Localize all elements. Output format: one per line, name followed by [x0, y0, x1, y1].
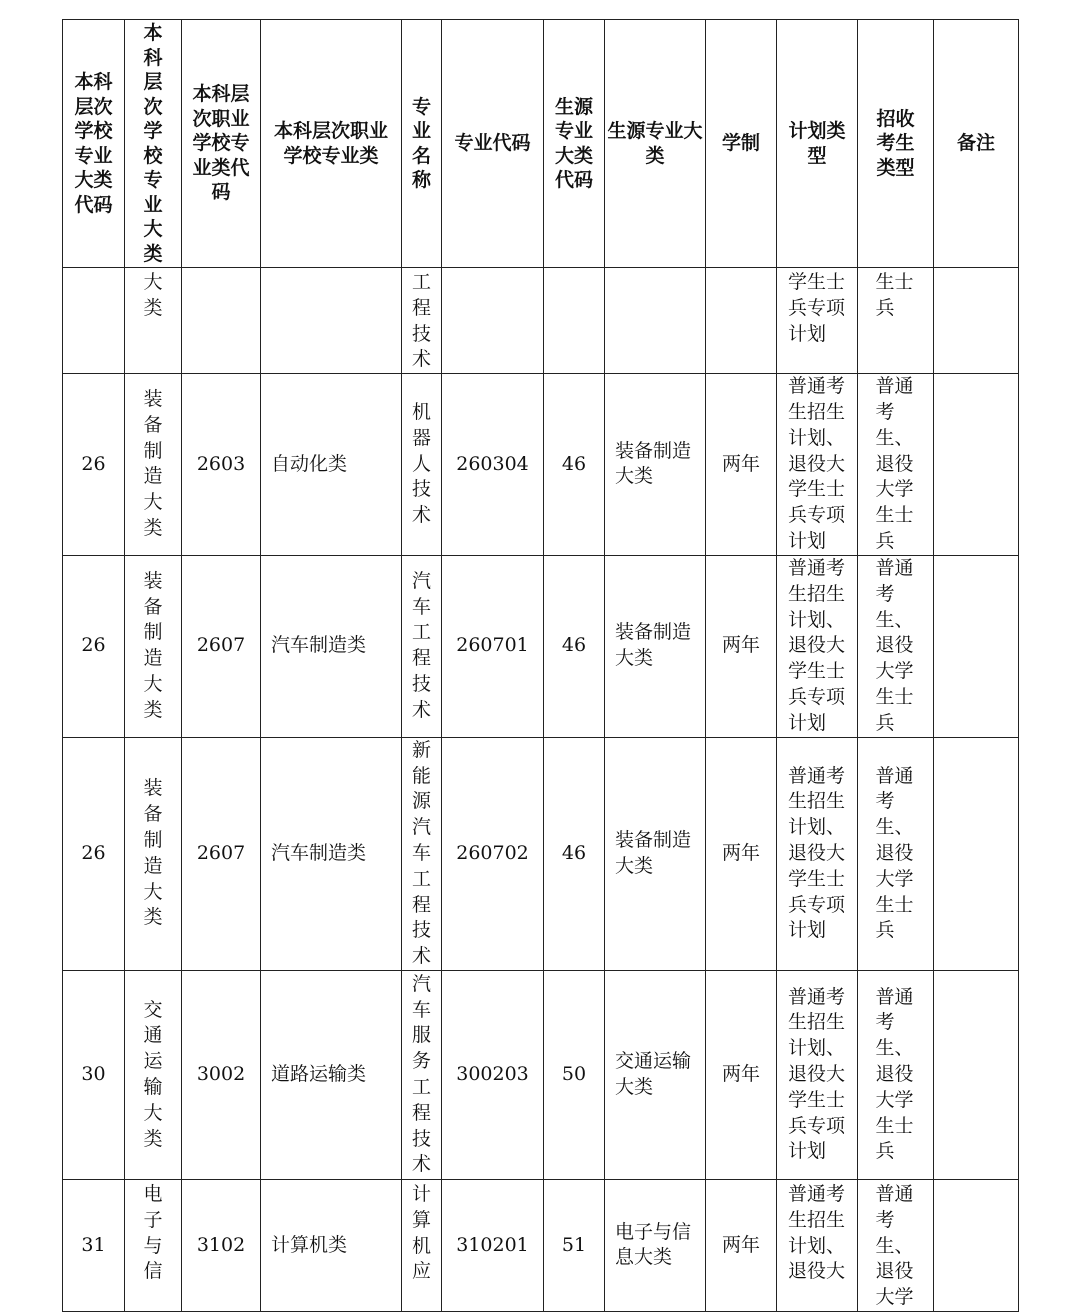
header-source-code: 生源专业大类代码: [544, 20, 605, 268]
cell-duration: 两年: [706, 970, 777, 1179]
cell-source-class: 装备制造大类: [605, 555, 706, 737]
cell-plan-type: 普通考生招生计划、退役大学生士兵专项计划: [777, 970, 858, 1179]
cell-source-class: 装备制造大类: [605, 374, 706, 556]
cell-source-class: 交通运输大类: [605, 970, 706, 1179]
cell-source-class: 电子与信息大类: [605, 1179, 706, 1311]
cell-sub-class: 汽车制造类: [261, 737, 402, 970]
cell-plan-type: 普通考生招生计划、退役大学生士兵专项计划: [777, 737, 858, 970]
cell-sub-class-code: 2607: [182, 555, 261, 737]
cell-major-class: 装备制造大类: [125, 737, 182, 970]
cell-major-class: 交通运输大类: [125, 970, 182, 1179]
table-row: [63, 374, 1019, 556]
header-major-class-code: 本科层次学校专业大类代码: [63, 20, 125, 268]
cell-major-class-code: 31: [63, 1179, 125, 1311]
cell-plan-type: 普通考生招生计划、退役大: [777, 1179, 858, 1311]
cell-major-class-code: 26: [63, 737, 125, 970]
cell-major-code: 300203: [442, 970, 544, 1179]
cell-sub-class: 汽车制造类: [261, 555, 402, 737]
cell-plan-type: 学生士兵专项计划: [777, 268, 858, 374]
cell-remark: [934, 374, 1019, 556]
header-major-code: 专业代码: [442, 20, 544, 268]
header-duration: 学制: [706, 20, 777, 268]
cell-major-class: 大类: [125, 268, 182, 374]
cell-major-name: 汽车工程技术: [402, 555, 442, 737]
cell-source-class: 装备制造大类: [605, 737, 706, 970]
cell-sub-class-code: 2607: [182, 737, 261, 970]
cell-major-class-code: 26: [63, 374, 125, 556]
header-row: [63, 20, 1019, 268]
cell-sub-class: 自动化类: [261, 374, 402, 556]
cell-remark: [934, 737, 1019, 970]
cell-major-name: 新能源汽车工程技术: [402, 737, 442, 970]
header-major-name: 专业名称: [402, 20, 442, 268]
cell-student-type: 普通考生、退役大学生士兵: [858, 737, 934, 970]
header-remark: 备注: [934, 20, 1019, 268]
cell-remark: [934, 970, 1019, 1179]
cell-major-code: 310201: [442, 1179, 544, 1311]
header-major-class: 本科层次学校专业大类: [125, 20, 182, 268]
cell-student-type: 生士兵: [858, 268, 934, 374]
cell-sub-class-code: 3102: [182, 1179, 261, 1311]
cell-major-class: 电子与信: [125, 1179, 182, 1311]
cell-sub-class-code: 3002: [182, 970, 261, 1179]
table-row: [63, 555, 1019, 737]
header-source-class: 生源专业大类: [605, 20, 706, 268]
cell-major-code: 260304: [442, 374, 544, 556]
cell-duration: 两年: [706, 374, 777, 556]
cell-source-code: 46: [544, 737, 605, 970]
cell-student-type: 普通考生、退役大学生士兵: [858, 374, 934, 556]
cell-major-name: 工程技术: [402, 268, 442, 374]
cell-sub-class: 计算机类: [261, 1179, 402, 1311]
cell-sub-class: 道路运输类: [261, 970, 402, 1179]
cell-remark: [934, 555, 1019, 737]
cell-plan-type: 普通考生招生计划、退役大学生士兵专项计划: [777, 374, 858, 556]
cell-duration: 两年: [706, 1179, 777, 1311]
admission-plan-table: [62, 19, 1019, 1312]
cell-plan-type: 普通考生招生计划、退役大学生士兵专项计划: [777, 555, 858, 737]
cell-major-class-code: 26: [63, 555, 125, 737]
cell-source-code: 51: [544, 1179, 605, 1311]
cell-major-name: 机器人技术: [402, 374, 442, 556]
cell-major-class-code: 30: [63, 970, 125, 1179]
header-sub-class: 本科层次职业学校专业类: [261, 20, 402, 268]
table-row: [63, 1179, 1019, 1311]
cell-remark: [934, 1179, 1019, 1311]
header-student-type: 招收考生类型: [858, 20, 934, 268]
cell-major-class: 装备制造大类: [125, 555, 182, 737]
cell-duration: 两年: [706, 555, 777, 737]
cell-student-type: 普通考生、退役大学生士兵: [858, 555, 934, 737]
table-row: [63, 970, 1019, 1179]
cell-source-code: 46: [544, 555, 605, 737]
header-sub-class-code: 本科层次职业学校专业类代码: [182, 20, 261, 268]
cell-student-type: 普通考生、退役大学: [858, 1179, 934, 1311]
document-page: [62, 19, 1019, 1312]
cell-duration: 两年: [706, 737, 777, 970]
cell-major-class: 装备制造大类: [125, 374, 182, 556]
cell-major-name: 计算机应: [402, 1179, 442, 1311]
cell-major-code: 260702: [442, 737, 544, 970]
table-row-continuation: [63, 268, 1019, 374]
cell-student-type: 普通考生、退役大学生士兵: [858, 970, 934, 1179]
header-plan-type: 计划类型: [777, 20, 858, 268]
cell-source-code: 50: [544, 970, 605, 1179]
cell-source-code: 46: [544, 374, 605, 556]
cell-sub-class-code: 2603: [182, 374, 261, 556]
table-row: [63, 737, 1019, 970]
cell-major-name: 汽车服务工程技术: [402, 970, 442, 1179]
cell-major-code: 260701: [442, 555, 544, 737]
